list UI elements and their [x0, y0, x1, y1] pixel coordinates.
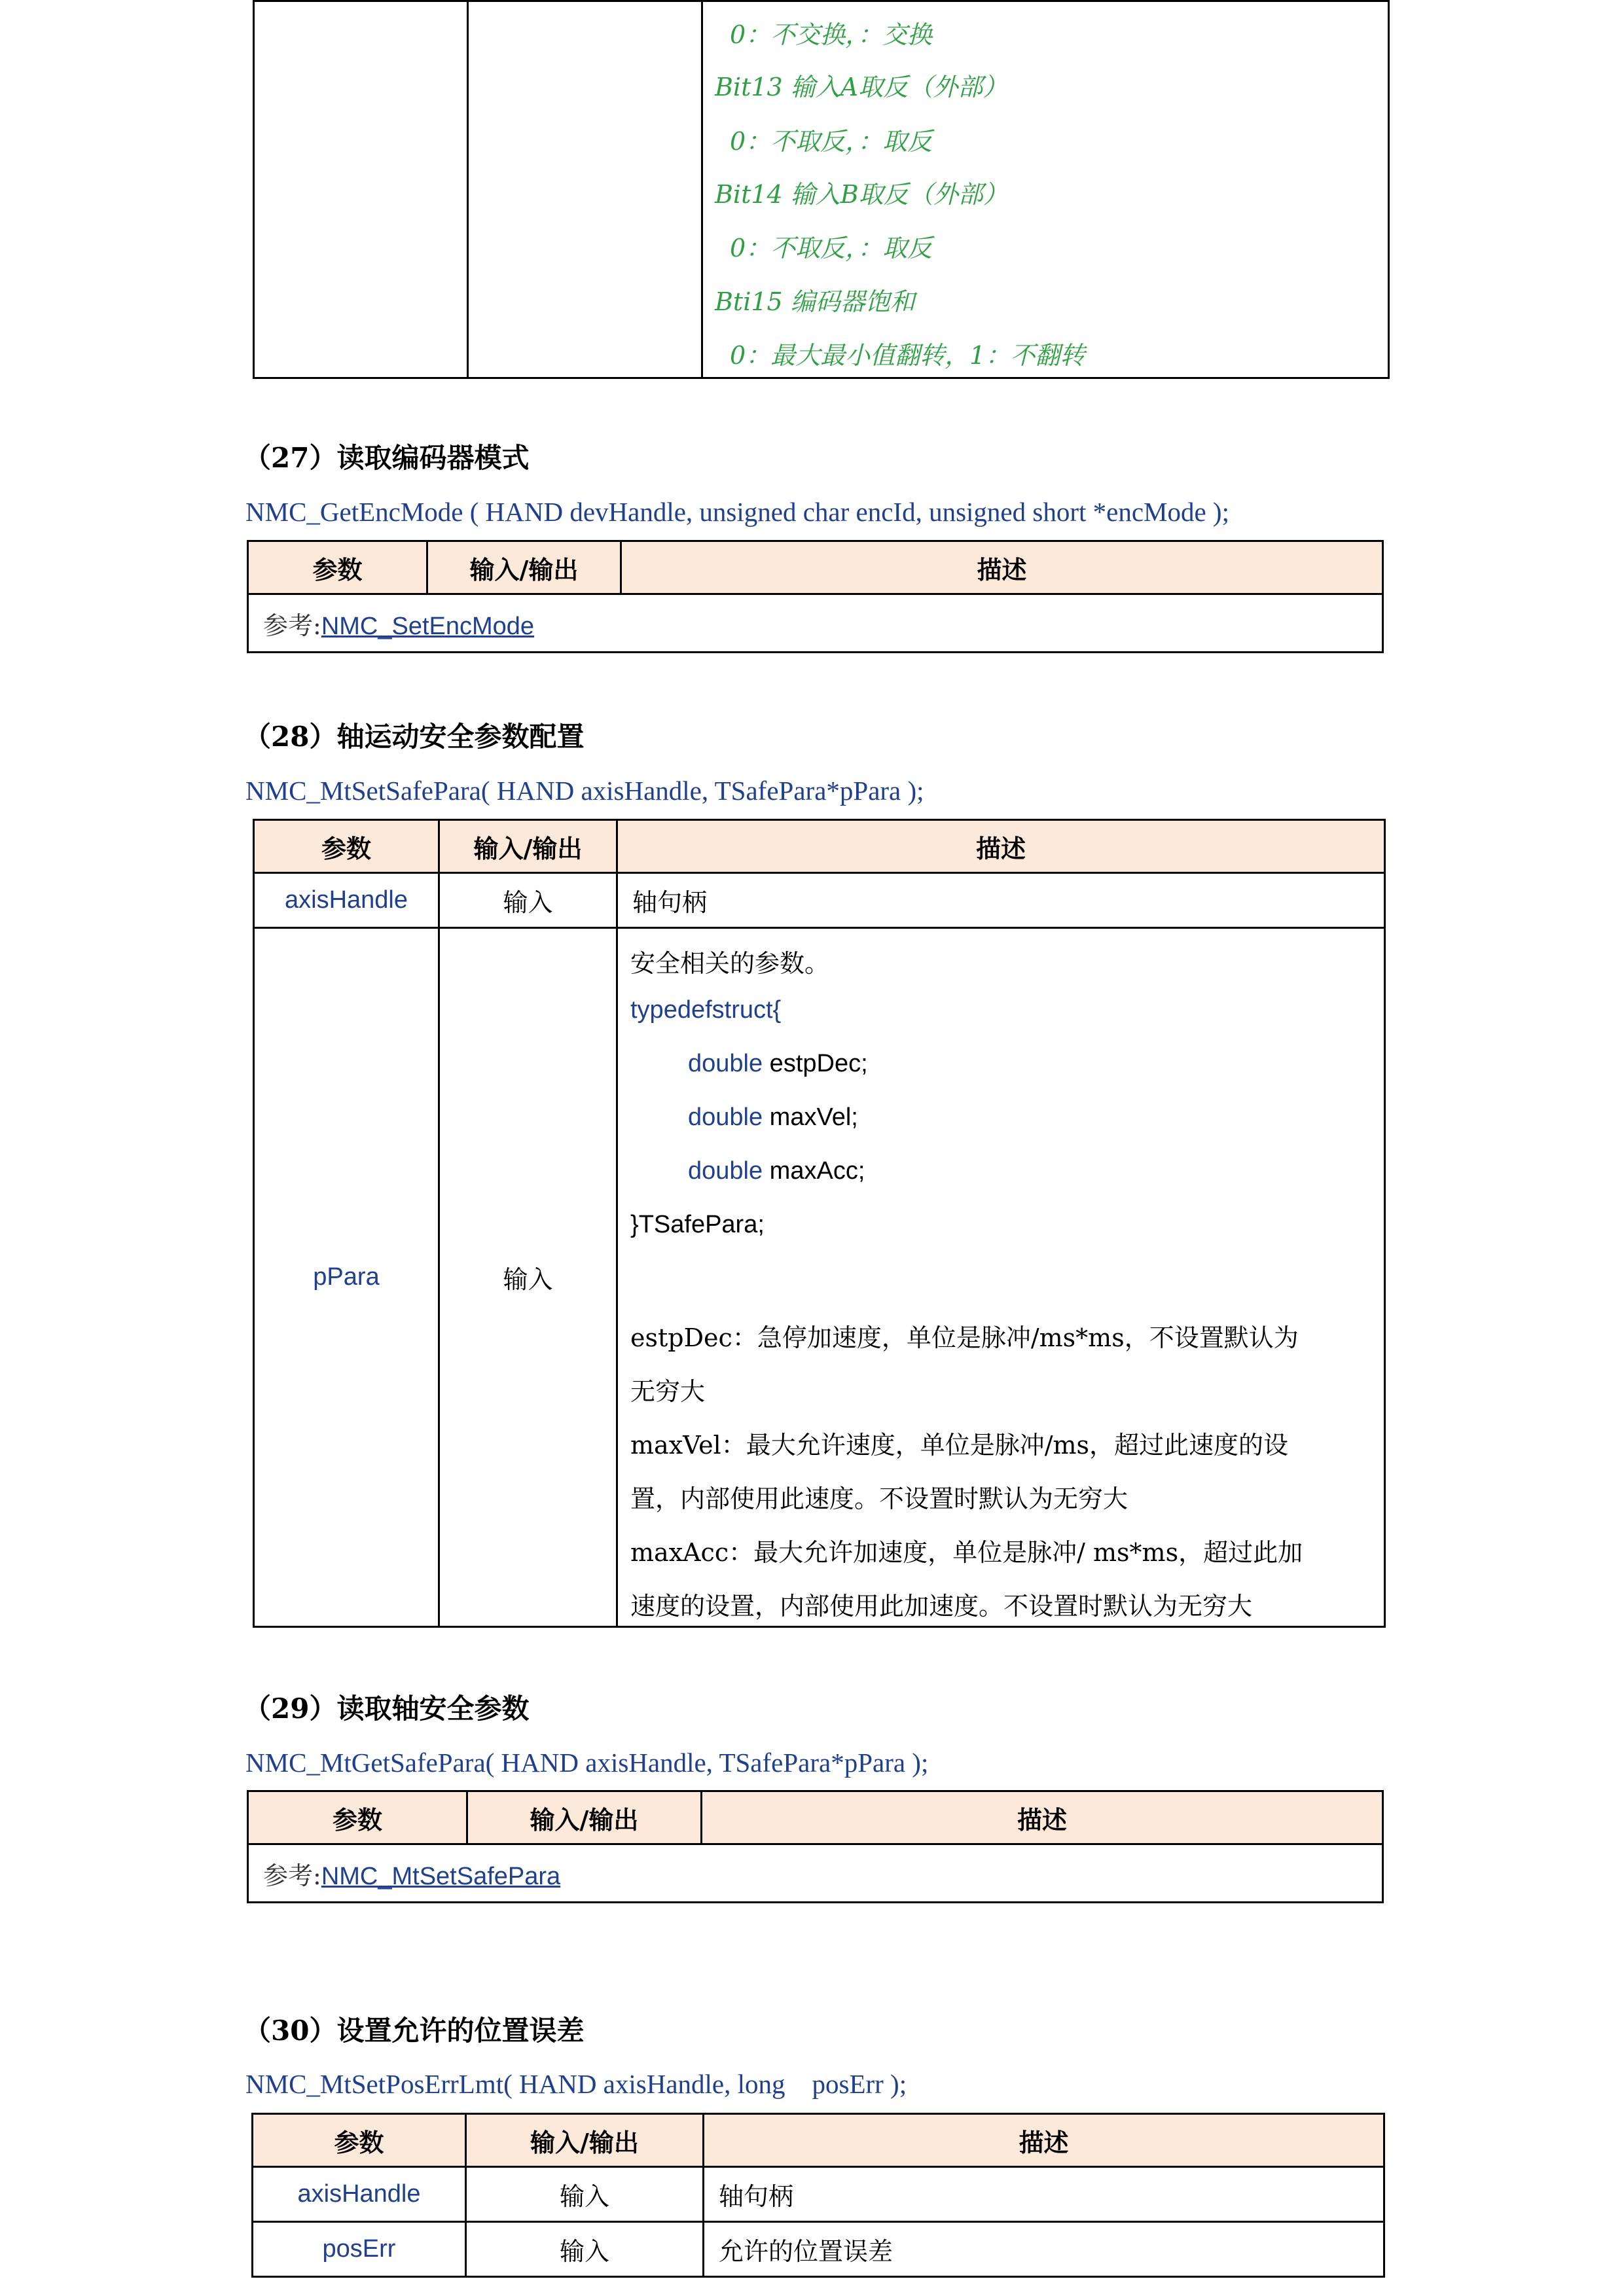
header-io: 输入/输出	[427, 541, 621, 594]
header-desc: 描述	[704, 2114, 1384, 2167]
section-27-title: （27）读取编码器模式	[244, 442, 530, 474]
field-name: estpDec;	[763, 1050, 868, 1077]
struct-open: typedefstruct{	[630, 996, 782, 1024]
io-value: 输入	[466, 2222, 704, 2277]
header-param: 参数	[253, 2114, 466, 2167]
bit-line: 0：最大最小值翻转，1：不翻转	[730, 341, 1085, 370]
bit-line: 0：不取反，：取反	[730, 127, 933, 156]
field-name: maxVel;	[763, 1103, 858, 1131]
section-28-title: （28）轴运动安全参数配置	[244, 721, 585, 753]
ppara-note: maxAcc：最大允许加速度，单位是脉冲/ ms*ms，超过此加	[630, 1538, 1303, 1567]
io-value: 输入	[466, 2167, 704, 2222]
header-param: 参数	[248, 1791, 467, 1844]
bit-line: 0：不交换，：交换	[730, 20, 933, 49]
param-ppara: pPara	[254, 928, 439, 1627]
section-30-table	[251, 2113, 1385, 2278]
bit-line: Bti15 编码器饱和	[715, 287, 915, 316]
struct-field	[688, 1050, 868, 1078]
section-29-title: （29）读取轴安全参数	[244, 1693, 530, 1725]
header-param: 参数	[254, 820, 439, 873]
section-27-table	[247, 540, 1384, 653]
section-30-title: （30）设置允许的位置误差	[244, 2015, 585, 2047]
reference-label: 参考:	[263, 1861, 321, 1890]
empty-cell	[468, 1, 702, 378]
empty-cell	[254, 1, 468, 378]
header-desc: 描述	[621, 541, 1383, 594]
reference-cell	[248, 1844, 1383, 1903]
desc-value: 轴句柄	[704, 2167, 1384, 2222]
header-io: 输入/输出	[467, 1791, 702, 1844]
reference-cell	[248, 594, 1383, 653]
struct-field	[688, 1157, 865, 1185]
reference-link[interactable]: NMC_SetEncMode	[321, 612, 535, 640]
section-30-signature: NMC_MtSetPosErrLmt( HAND axisHandle, long posErr );	[245, 2069, 907, 2099]
field-type: double	[688, 1157, 763, 1185]
section-27-signature: NMC_GetEncMode ( HAND devHandle, unsigned char encId, unsigned short *encMode );	[245, 497, 1229, 527]
io-value: 输入	[439, 873, 617, 928]
header-desc: 描述	[617, 820, 1385, 873]
io-value: 输入	[439, 928, 617, 1627]
ppara-intro: 安全相关的参数。	[630, 949, 830, 978]
bit-line: Bit13 输入A取反（外部）	[715, 73, 1008, 101]
bit-line: 0：不取反，：取反	[730, 234, 933, 262]
header-io: 输入/输出	[466, 2114, 704, 2167]
ppara-note: maxVel：最大允许速度，单位是脉冲/ms，超过此速度的设	[630, 1431, 1289, 1460]
bit-line: Bit14 输入B取反（外部）	[715, 180, 1008, 209]
header-io: 输入/输出	[439, 820, 617, 873]
ppara-note: 无穷大	[630, 1377, 706, 1406]
field-type: double	[688, 1103, 763, 1131]
reference-link[interactable]: NMC_MtSetSafePara	[321, 1862, 561, 1890]
ppara-description-cell	[617, 928, 1385, 1627]
header-desc: 描述	[702, 1791, 1383, 1844]
field-type: double	[688, 1050, 763, 1077]
struct-field	[688, 1103, 858, 1132]
desc-value: 轴句柄	[617, 873, 1385, 928]
section-28-signature: NMC_MtSetSafePara( HAND axisHandle, TSafePara*pPara );	[245, 776, 924, 806]
section-29-table	[247, 1790, 1384, 1903]
reference-label: 参考:	[263, 611, 321, 640]
param-pos-err: posErr	[253, 2222, 466, 2277]
param-axis-handle: axisHandle	[254, 873, 439, 928]
param-axis-handle: axisHandle	[253, 2167, 466, 2222]
ppara-note: 速度的设置，内部使用此加速度。不设置时默认为无穷大	[630, 1592, 1253, 1621]
desc-value: 允许的位置误差	[704, 2222, 1384, 2277]
ppara-note: estpDec：急停加速度，单位是脉冲/ms*ms，不设置默认为	[630, 1323, 1299, 1352]
field-name: maxAcc;	[763, 1157, 865, 1185]
struct-close: }TSafePara;	[630, 1211, 765, 1238]
section-29-signature: NMC_MtGetSafePara( HAND axisHandle, TSafePara*pPara );	[245, 1748, 929, 1778]
ppara-note: 置，内部使用此速度。不设置时默认为无穷大	[630, 1484, 1128, 1513]
header-param: 参数	[248, 541, 427, 594]
